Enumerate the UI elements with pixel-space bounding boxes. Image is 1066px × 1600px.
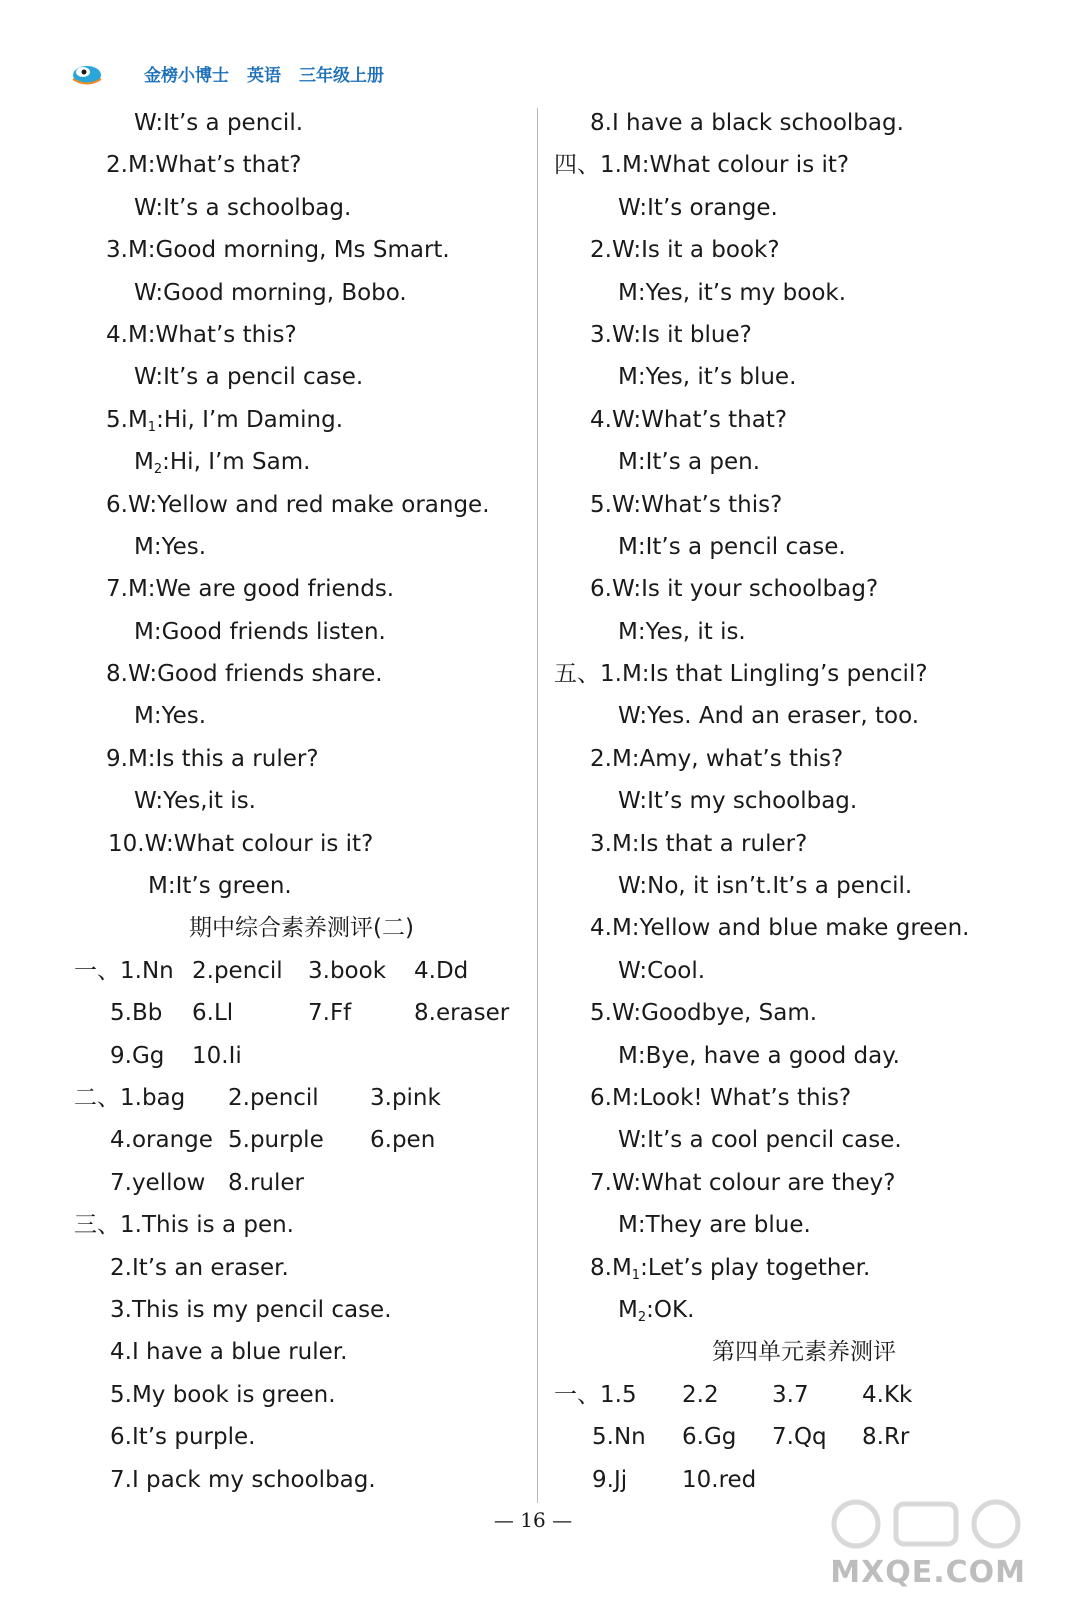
answer-line: 3.W:Is it blue? xyxy=(590,321,752,348)
answer-row xyxy=(554,1416,1054,1458)
answer-line: W:Yes,it is. xyxy=(134,788,256,815)
column-divider xyxy=(537,108,538,1503)
answer-line: M:Yes. xyxy=(134,703,207,730)
answer-item: 6.Ll xyxy=(192,1000,234,1027)
answer-item: 2.2 xyxy=(682,1381,719,1408)
right-column xyxy=(554,102,1054,1501)
answer-line: W:Yes. And an eraser, too. xyxy=(618,703,920,730)
part-one-answers xyxy=(74,950,529,1077)
answer-item: 8.eraser xyxy=(414,1000,510,1027)
answer-line: 5.My book is green. xyxy=(110,1381,336,1408)
answer-row xyxy=(74,1162,529,1204)
answer-line: W:It’s a pencil case. xyxy=(134,364,364,391)
answer-row xyxy=(74,1035,529,1077)
answer-line: 3.M:Is that a ruler? xyxy=(590,830,808,857)
answer-item: 5.purple xyxy=(228,1127,324,1154)
answer-line: M:Bye, have a good day. xyxy=(618,1042,900,1069)
answer-line: 2.It’s an eraser. xyxy=(110,1254,289,1281)
answer-line: M:They are blue. xyxy=(618,1212,811,1239)
answer-line: 8.W:Good friends share. xyxy=(106,661,383,688)
answer-line: W:It’s my schoolbag. xyxy=(618,788,858,815)
answer-line: 6.W:Is it your schoolbag? xyxy=(590,576,879,603)
answer-line: 7.I pack my schoolbag. xyxy=(110,1466,376,1493)
answer-line: 3.This is my pencil case. xyxy=(110,1296,392,1323)
answer-item: 3.pink xyxy=(370,1084,441,1111)
answer-line: 四、1.M:What colour is it? xyxy=(554,152,850,179)
answer-line: 2.W:Is it a book? xyxy=(590,237,780,264)
answer-item: 6.Gg xyxy=(682,1424,737,1451)
answer-item: 3.7 xyxy=(772,1381,809,1408)
answer-line: 五、1.M:Is that Lingling’s pencil? xyxy=(554,661,928,688)
answer-line: $5.M_1:Hi$, I’m Daming. xyxy=(106,406,344,435)
answer-line: W:It’s a pencil. xyxy=(134,110,304,136)
answer-line: $8.M_1:Let’s$ play together. xyxy=(590,1254,871,1283)
answer-line: $M_2:OK$. xyxy=(618,1296,695,1325)
answer-item: 一、1.Nn xyxy=(74,957,174,984)
answer-item: 10.red xyxy=(682,1466,757,1493)
part-three-answers xyxy=(74,1204,529,1501)
answer-line: 5.W:Goodbye, Sam. xyxy=(590,1000,818,1027)
answer-line: 10.W:What colour is it? xyxy=(108,830,374,857)
left-column xyxy=(74,102,529,1501)
answer-item: 8.ruler xyxy=(228,1169,304,1196)
grade-name: 三年级上册 xyxy=(299,65,384,86)
answer-line: 6.W:Yellow and red make orange. xyxy=(106,491,490,518)
answer-item: 2.pencil xyxy=(228,1084,319,1111)
answer-line: 6.It’s purple. xyxy=(110,1424,256,1451)
answer-line: M:Yes. xyxy=(134,533,207,560)
unit-four-part-one-answers xyxy=(554,1374,1054,1501)
answer-line: 4.I have a blue ruler. xyxy=(110,1339,348,1366)
answer-row xyxy=(554,1374,1054,1416)
answer-line: 9.M:Is this a ruler? xyxy=(106,745,319,772)
page-number: — 16 — xyxy=(493,1508,573,1532)
answer-line: M:Yes, it is. xyxy=(618,618,746,645)
answer-item: 4.Dd xyxy=(414,957,469,984)
answer-line: 三、1.This is a pen. xyxy=(74,1212,294,1239)
answer-item: 4.Kk xyxy=(862,1381,913,1408)
answer-line: 7.M:We are good friends. xyxy=(106,576,395,603)
answer-item: 7.Qq xyxy=(772,1424,827,1451)
answer-item: 7.Ff xyxy=(308,1000,352,1027)
answer-line: W:Good morning, Bobo. xyxy=(134,279,407,306)
brand-name: 金榜小博士 xyxy=(144,65,229,86)
page-header xyxy=(70,58,402,88)
answer-line: 4.W:What’s that? xyxy=(590,406,788,433)
answer-line: 4.M:Yellow and blue make green. xyxy=(590,915,970,942)
answer-row xyxy=(74,1119,529,1161)
section-title-unit-four: 第四单元素养测评 xyxy=(712,1339,896,1366)
answer-line: M:Yes, it’s my book. xyxy=(618,279,847,306)
answer-line: W:It’s a cool pencil case. xyxy=(618,1127,902,1154)
answer-item: 10.Ii xyxy=(192,1042,242,1069)
answer-line: 4.M:What’s this? xyxy=(106,321,297,348)
answer-line: 7.W:What colour are they? xyxy=(590,1169,896,1196)
answer-line: W:It’s a schoolbag. xyxy=(134,194,352,221)
answer-row xyxy=(74,1077,529,1119)
answer-line: 2.M:What’s that? xyxy=(106,152,302,179)
answer-item: 二、1.bag xyxy=(74,1084,186,1111)
answer-line: M:It’s green. xyxy=(148,873,292,900)
answer-line: M:It’s a pen. xyxy=(618,449,761,476)
answer-row xyxy=(74,992,529,1034)
answer-item: 4.orange xyxy=(110,1127,213,1154)
answer-line: M:Yes, it’s blue. xyxy=(618,364,797,391)
answer-line: M:Good friends listen. xyxy=(134,618,386,645)
answer-item: 9.Gg xyxy=(110,1042,165,1069)
answer-line: W:No, it isn’t.It’s a pencil. xyxy=(618,873,913,900)
answer-item: 2.pencil xyxy=(192,957,283,984)
part-two-answers xyxy=(74,1077,529,1204)
answer-line: M:It’s a pencil case. xyxy=(618,533,846,560)
answer-line: $M_2:Hi$, I’m Sam. xyxy=(134,449,311,478)
answer-item: 8.Rr xyxy=(862,1424,910,1451)
answer-item: 7.yellow xyxy=(110,1169,206,1196)
answer-item: 3.book xyxy=(308,957,387,984)
section-title-midterm: 期中综合素养测评(二) xyxy=(189,915,414,942)
answer-line: 6.M:Look! What’s this? xyxy=(590,1084,852,1111)
answer-line: W:Cool. xyxy=(618,957,706,984)
answer-line: 5.W:What’s this? xyxy=(590,491,783,518)
brand-logo-icon xyxy=(70,60,104,86)
answer-item: 9.Jj xyxy=(592,1466,628,1493)
answer-line: 2.M:Amy, what’s this? xyxy=(590,745,844,772)
answer-item: 6.pen xyxy=(370,1127,436,1154)
answer-row xyxy=(74,950,529,992)
answer-line: 3.M:Good morning, Ms Smart. xyxy=(106,237,450,264)
answer-item: 5.Nn xyxy=(592,1424,646,1451)
answer-item: 一、1.5 xyxy=(554,1381,637,1408)
answer-line: W:It’s orange. xyxy=(618,194,778,221)
answer-item: 5.Bb xyxy=(110,1000,163,1027)
watermark-text: MXQE.COM xyxy=(830,1555,1026,1590)
answer-line: 8.I have a black schoolbag. xyxy=(590,110,904,136)
subject-name: 英语 xyxy=(247,65,281,86)
